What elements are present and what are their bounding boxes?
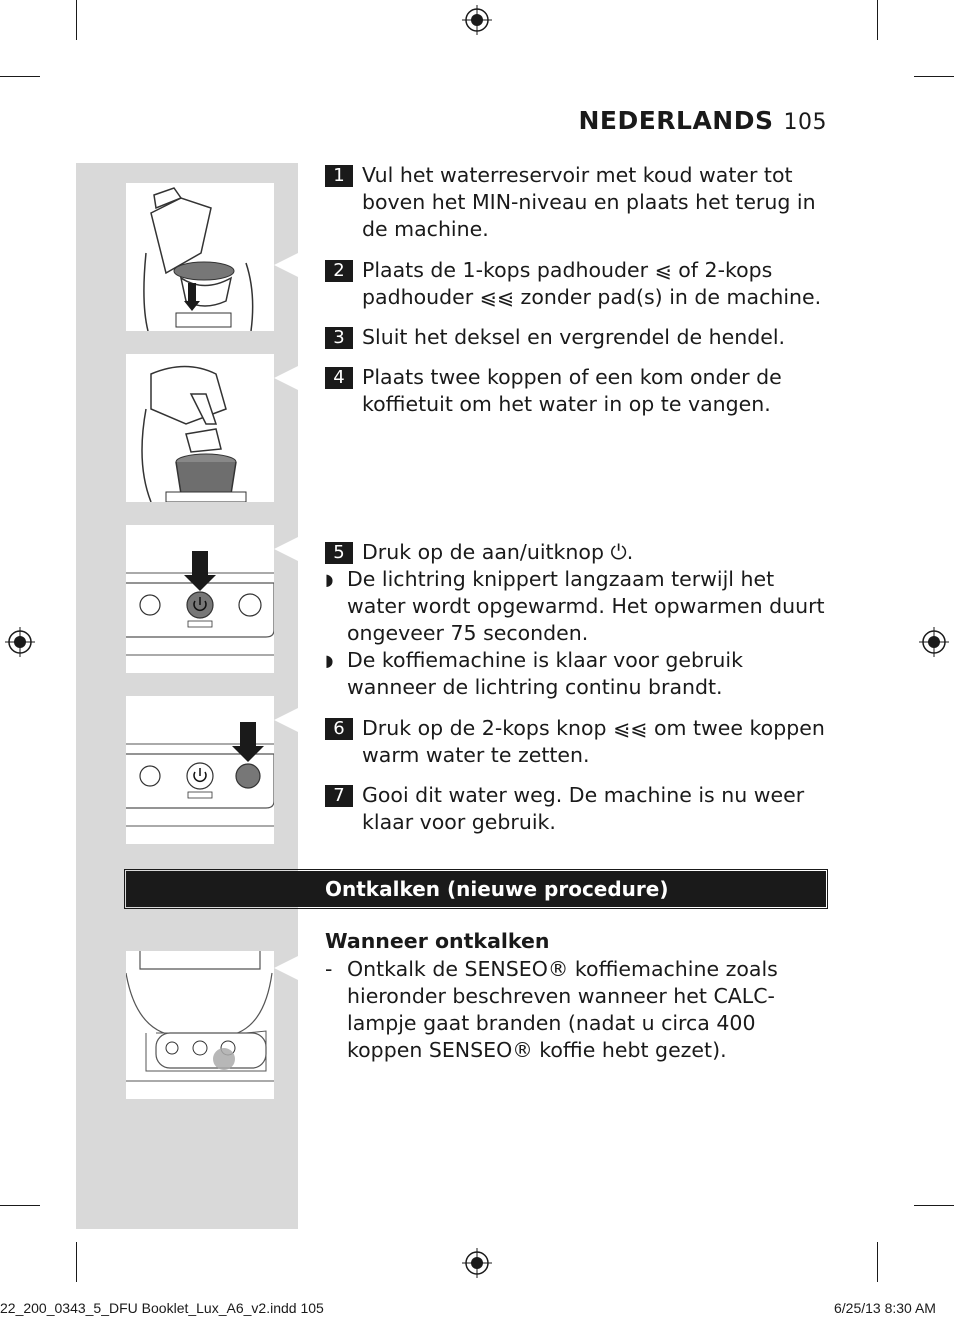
pointer-notch <box>274 366 298 390</box>
registration-mark-icon <box>462 1248 492 1278</box>
crop-mark <box>877 1242 878 1282</box>
crop-mark <box>877 0 878 40</box>
coffee-machine-cup-icon <box>126 354 274 502</box>
registration-mark-icon <box>5 627 35 657</box>
language-title: NEDERLANDS <box>578 106 774 135</box>
step-4 <box>325 364 830 418</box>
page-header <box>578 106 827 135</box>
descaling-note <box>325 956 830 1064</box>
bullet-marker-icon: ◗ <box>325 570 334 589</box>
step-6 <box>325 715 830 769</box>
step-2 <box>325 257 830 311</box>
footer-filename: 22_200_0343_5_DFU Booklet_Lux_A6_v2.indd 105 <box>0 1300 324 1316</box>
crop-mark <box>0 1205 40 1206</box>
page-number: 105 <box>783 110 827 135</box>
pointer-notch <box>274 537 298 561</box>
control-panel-power-icon <box>126 525 274 673</box>
descaling-text: Ontkalk de SENSEO® koffiemachine zoals hieronder beschreven wanneer het CALC-lampje gaat branden (nadat u circa 400 koppen SENSEO® koffie hebt gezet). <box>347 957 778 1062</box>
dash-marker: - <box>325 957 333 981</box>
step-5 <box>325 539 830 566</box>
illustration-two-cup-button <box>126 696 274 844</box>
step-number: 6 <box>325 718 353 740</box>
step-number: 4 <box>325 367 353 389</box>
step-number: 5 <box>325 542 353 564</box>
illustration-cup-under-spout <box>126 354 274 502</box>
coffee-machine-open-icon <box>126 183 274 331</box>
step-number: 3 <box>325 327 353 349</box>
pointer-notch <box>274 253 298 277</box>
result-bullet <box>325 647 830 701</box>
section-subheading: Wanneer ontkalken <box>325 929 550 953</box>
step-3 <box>325 324 830 351</box>
step-number: 7 <box>325 785 353 807</box>
footer-date: 6/25/13 8:30 AM <box>834 1300 936 1316</box>
step-text: Druk op de 2-kops knop ⩿⩿ om twee koppen warm water te zetten. <box>362 716 825 767</box>
coffee-machine-calc-icon <box>126 951 274 1099</box>
bullet-marker-icon: ◗ <box>325 651 334 670</box>
step-text: Gooi dit water weg. De machine is nu weer klaar voor gebruik. <box>362 783 805 834</box>
step-text: Vul het waterreservoir met koud water tot boven het MIN-niveau en plaats het terug in de machine. <box>362 163 816 241</box>
step-text: Plaats twee koppen of een kom onder de koffietuit om het water in op te vangen. <box>362 365 782 416</box>
step-text: Plaats de 1-kops padhouder ⩿ of 2-kops padhouder ⩿⩿ zonder pad(s) in de machine. <box>362 258 822 309</box>
illustration-power-button <box>126 525 274 673</box>
pointer-notch <box>274 708 298 732</box>
section-title: Ontkalken (nieuwe procedure) <box>126 871 826 907</box>
illustration-pod-holder <box>126 183 274 331</box>
registration-mark-icon <box>919 627 949 657</box>
control-panel-two-cup-icon <box>126 696 274 844</box>
bullet-text: De koffiemachine is klaar voor gebruik wanneer de lichtring continu brandt. <box>347 648 743 699</box>
crop-mark <box>76 1242 77 1282</box>
step-text: Sluit het deksel en vergrendel de hendel. <box>362 325 786 349</box>
registration-mark-icon <box>462 5 492 35</box>
step-1 <box>325 162 830 243</box>
bullet-text: De lichtring knippert langzaam terwijl het water wordt opgewarmd. Het opwarmen duurt ongeveer 75 seconden. <box>347 567 825 645</box>
step-text: Druk op de aan/uitknop ⏻. <box>362 540 634 564</box>
crop-mark <box>914 76 954 77</box>
pointer-notch <box>274 956 298 980</box>
crop-mark <box>76 0 77 40</box>
step-number: 2 <box>325 260 353 282</box>
crop-mark <box>0 76 40 77</box>
illustration-calc-light <box>126 951 274 1099</box>
step-number: 1 <box>325 165 353 187</box>
crop-mark <box>914 1205 954 1206</box>
result-bullet <box>325 566 830 647</box>
step-7 <box>325 782 830 836</box>
